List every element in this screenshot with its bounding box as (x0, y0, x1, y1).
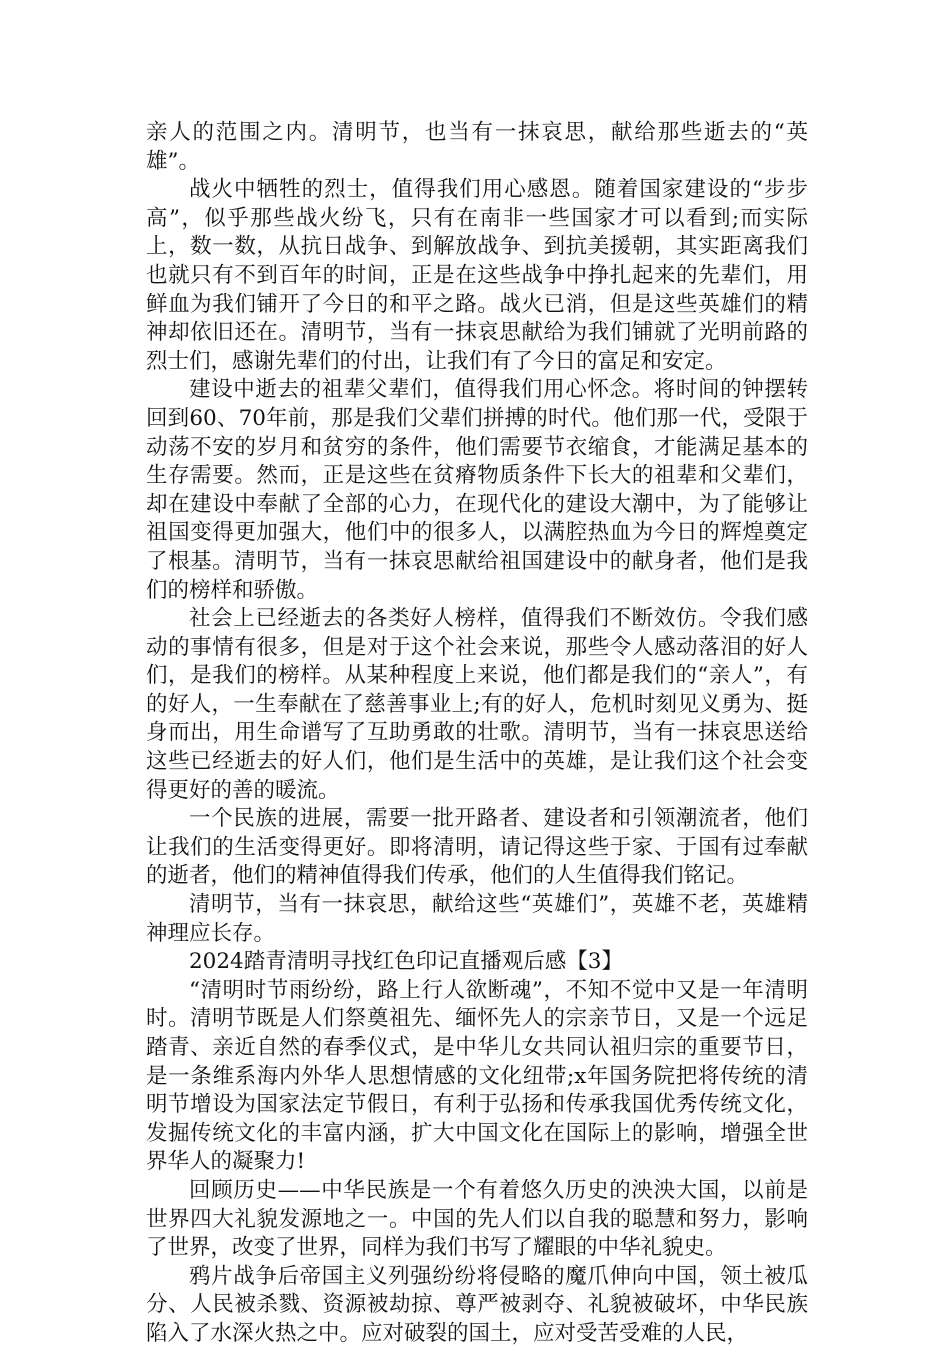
paragraph-nation-progress: 一个民族的进展，需要一批开路者、建设者和引领潮流者，他们让我们的生活变得更好。即将清明，请记得这些于家、于国有过奉献的逝者，他们的精神值得我们传承，他们的人生值得我们铭记。 (146, 806, 808, 889)
paragraph-continued: 亲人的范围之内。清明节，也当有一抹哀思，献给那些逝去的“英雄”。 (146, 120, 808, 174)
paragraph-history: 回顾历史——中华民族是一个有着悠久历史的泱泱大国，以前是世界四大礼貌发源地之一。中国的先人们以自我的聪慧和努力，影响了世界，改变了世界，同样为我们书写了耀眼的中华礼貌史。 (146, 1177, 808, 1261)
paragraph-heroes-closing: 清明节，当有一抹哀思，献给这些“英雄们”，英雄不老，英雄精神理应长存。 (146, 892, 808, 946)
paragraph-good-people: 社会上已经逝去的各类好人榜样，值得我们不断效仿。令我们感动的事情有很多，但是对于这个社会来说，那些令人感动落泪的好人们，是我们的榜样。从某种程度上来说，他们都是我们的“亲人”，有的好人，一生奉献在了慈善事业上;有的好人，危机时刻见义勇为、挺身而出，用生命谱写了互助勇敢的壮歌。清明节，当有一抹哀思送给这些已经逝去的好人们，他们是生活中的英雄，是让我们这个社会变得更好的善的暖流。 (146, 606, 808, 803)
paragraph-opium-war: 鸦片战争后帝国主义列强纷纷将侵略的魔爪伸向中国，领土被瓜分、人民被杀戮、资源被劫掠、尊严被剥夺、礼貌被破坏，中华民族陷入了水深火热之中。应对破裂的国土，应对受苦受难的人民， (146, 1263, 808, 1346)
paragraph-qingming-intro: “清明时节雨纷纷，路上行人欲断魂”，不知不觉中又是一年清明时。清明节既是人们祭奠祖先、缅怀先人的宗亲节日，又是一个远足踏青、亲近自然的春季仪式，是中华儿女共同认祖归宗的重要节日，是一条维系海内外华人思想情感的文化纽带;x年国务院把将传统的清明节增设为国家法定节假日，有利于弘扬和传承我国优秀传统文化，发掘传统文化的丰富内涵，扩大中国文化在国际上的影响，增强全世界华人的凝聚力! (146, 977, 808, 1175)
section-heading: 2024踏青清明寻找红色印记直播观后感【3】 (189, 949, 623, 975)
paragraph-martyrs: 战火中牺牲的烈士，值得我们用心感恩。随着国家建设的“步步高”，似乎那些战火纷飞，只有在南非一些国家才可以看到;而实际上，数一数，从抗日战争、到解放战争、到抗美援朝，其实距离我们也就只有不到百年的时间，正是在这些战争中挣扎起来的先辈们，用鲜血为我们铺开了今日的和平之路。战火已消，但是这些英雄们的精神却依旧还在。清明节，当有一抹哀思献给为我们铺就了光明前路的烈士们，感谢先辈们的付出，让我们有了今日的富足和安定。 (146, 177, 808, 374)
paragraph-builders: 建设中逝去的祖辈父辈们，值得我们用心怀念。将时间的钟摆转回到60、70年前，那是我们父辈们拼搏的时代。他们那一代，受限于动荡不安的岁月和贫穷的条件，他们需要节衣缩食，才能满足基本的生存需要。然而，正是这些在贫瘠物质条件下长大的祖辈和父辈们，却在建设中奉献了全部的心力，在现代化的建设大潮中，为了能够让祖国变得更加强大，他们中的很多人，以满腔热血为今日的辉煌奠定了根基。清明节，当有一抹哀思献给祖国建设中的献身者，他们是我们的榜样和骄傲。 (146, 377, 808, 603)
document-page (146, 119, 808, 1349)
